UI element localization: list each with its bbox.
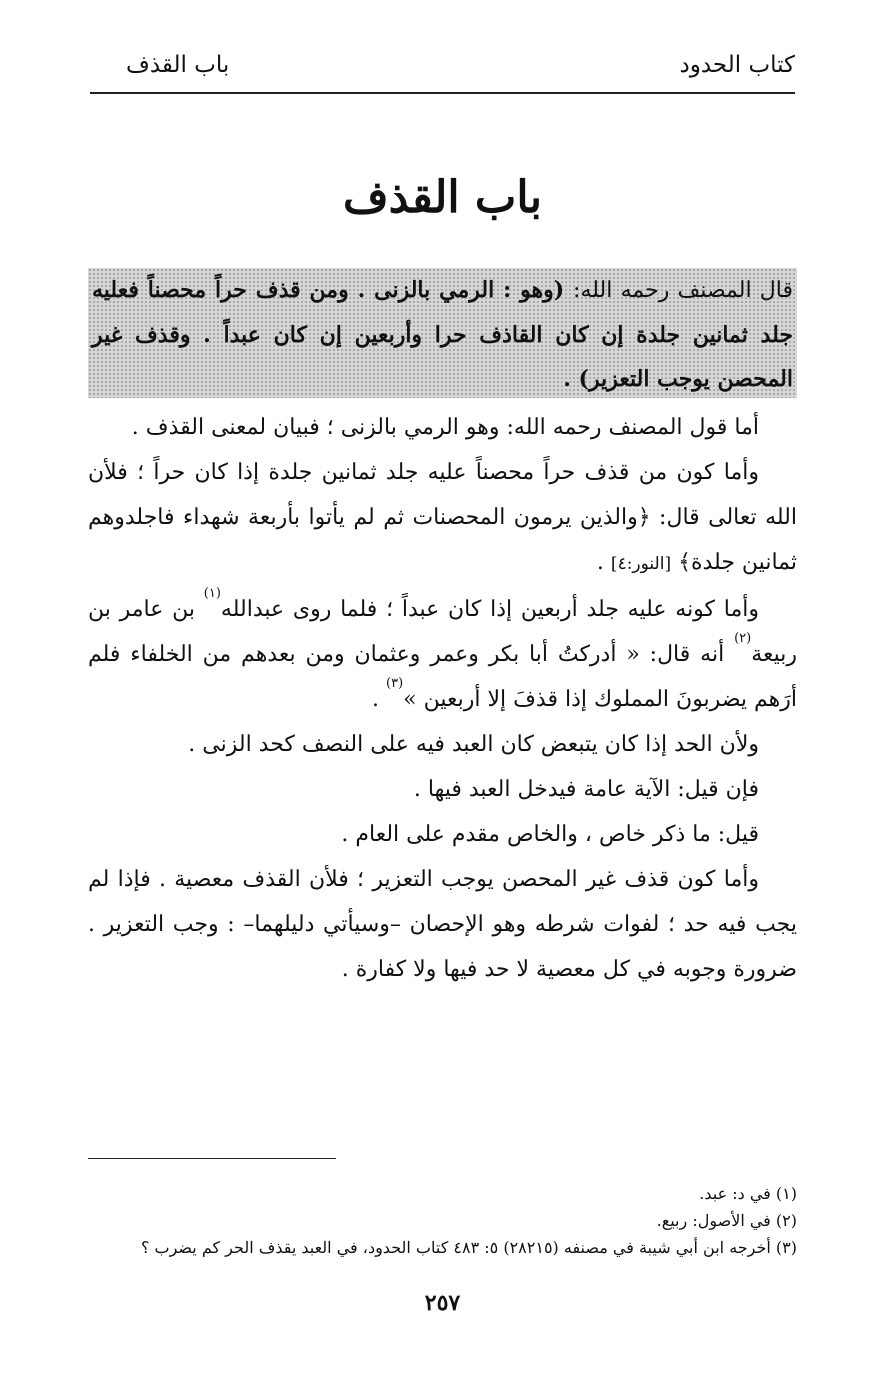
footnote-marker-1: (١) — [203, 586, 221, 601]
paragraph-3 — [88, 587, 797, 722]
footnote-marker-3: (٣) — [386, 676, 404, 691]
matn-text: (وهو : الرمي بالزنى . ومن قذف حراً محصناً فعليه جلد ثمانين جلدة إن كان القاذف حرا وأربعين إن كان عبداً . وقذف غير المحصن يوجب التعزير) . — [92, 277, 793, 392]
paragraph-2-end: . — [596, 550, 604, 575]
paragraph-5: فإن قيل: الآية عامة فيدخل العبد فيها . — [413, 777, 759, 802]
footnote-2: (٢) في الأصول: ربيع. — [656, 1211, 797, 1230]
footnote-1: (١) في د: عبد. — [699, 1184, 797, 1203]
footnote-3: (٣) أخرجه ابن أبي شيبة في مصنفه (٢٨٢١٥) ٥: ٤٨٣ كتاب الحدود، في العبد يقذف الحر كم يضرب ؟ — [140, 1238, 797, 1257]
paragraph-4: ولأن الحد إذا كان يتبعض كان العبد فيه على النصف كحد الزنى . — [188, 732, 759, 757]
paragraph-2 — [88, 450, 797, 587]
paragraph-2-text: وأما كون من قذف حراً محصناً عليه جلد ثمانين جلدة إذا كان حراً ؛ فلأن الله تعالى قال: ﴿والذين يرمون المحصنات ثم لم يأتوا بأربعة شهداء فاجلدوهم ثمانين جلدة﴾ — [88, 460, 797, 575]
paragraph-7: وأما كون قذف غير المحصن يوجب التعزير ؛ فلأن القذف معصية . فإذا لم يجب فيه حد ؛ لفوات شرطه وهو الإحصان –وسيأتي دليلهما– : وجب التعزير . ضرورة وجوبه في كل معصية لا حد فيها ولا كفارة . — [88, 867, 798, 982]
paragraph-6: قيل: ما ذكر خاص ، والخاص مقدم على العام . — [341, 822, 759, 847]
matn-box — [88, 268, 797, 398]
paragraph-1: أما قول المصنف رحمه الله: وهو الرمي بالزنى ؛ فبيان لمعنى القذف . — [131, 415, 759, 440]
header-rule — [90, 92, 795, 94]
paragraph-3-a: وأما كونه عليه جلد أربعين إذا كان عبداً ؛ فلما روى عبدالله — [220, 597, 760, 622]
page-number: ٢٥٧ — [424, 1290, 461, 1316]
commentary — [88, 405, 797, 992]
paragraph-3-b: بن عامر بن ربيعة — [88, 597, 797, 667]
quran-reference: [النور:٤] — [610, 554, 672, 574]
paragraph-3-end: . — [372, 687, 380, 712]
matn-intro: قال المصنف رحمه الله: — [573, 278, 793, 303]
chapter-heading: باب القذف — [343, 172, 542, 223]
paragraph-3-c: أنه قال: « أدركتُ أبا بكر وعمر وعثمان ومن بعدهم من الخلفاء فلم أرَهم يضربونَ المملوك إذا قذفَ إلا أربعين » — [88, 642, 797, 712]
header-chapter-title: باب القذف — [126, 52, 230, 78]
footnotes — [80, 1180, 797, 1261]
header-book-title: كتاب الحدود — [679, 52, 795, 78]
running-header — [90, 48, 795, 88]
footnote-rule — [88, 1158, 336, 1159]
footnote-marker-2: (٢) — [734, 631, 752, 646]
